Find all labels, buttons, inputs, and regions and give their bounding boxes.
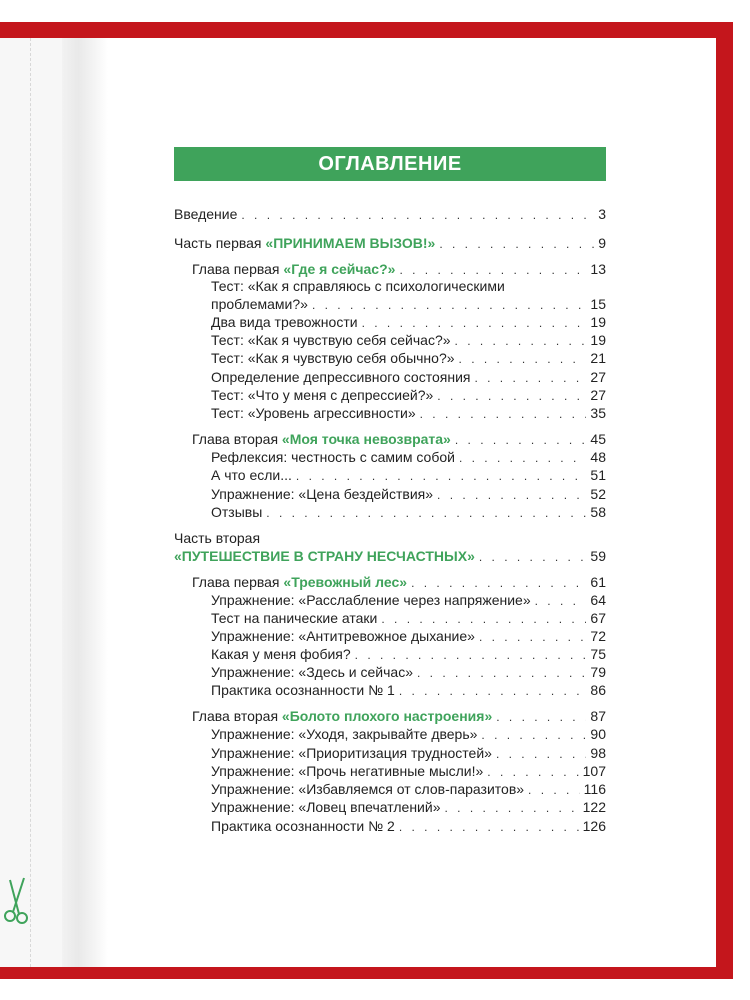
toc-entry[interactable] (211, 313, 606, 331)
chapter-prefix: Глава первая (192, 574, 280, 590)
toc-page-number: 79 (590, 664, 606, 680)
toc-entry[interactable] (211, 744, 606, 762)
chapter-prefix: Глава вторая (192, 431, 279, 447)
toc-entry[interactable] (211, 681, 606, 699)
dot-leader (455, 431, 587, 449)
toc-entry-part1-chapter-1[interactable] (192, 260, 606, 278)
toc-page-number: 13 (590, 261, 606, 277)
toc-entry-title: проблемами?» (211, 296, 308, 312)
toc-entry-title: Упражнение: «Антитревожное дыхание» (211, 628, 475, 644)
dot-leader (420, 405, 587, 423)
toc-entry-title: Тест: «Что у меня с депрессией?» (211, 387, 434, 403)
toc-entry-title: Рефлексия: честность с самим собой (211, 449, 455, 465)
dot-leader (411, 574, 586, 592)
toc-page-number: 75 (590, 646, 606, 662)
dot-leader (296, 467, 587, 485)
dot-leader (444, 799, 578, 817)
toc-entry[interactable] (211, 762, 606, 780)
toc-entry-title: Отзывы (211, 504, 263, 520)
toc-entry-title: Упражнение: «Приоритизация трудностей» (211, 745, 492, 761)
toc-page-number: 107 (582, 763, 606, 779)
toc-entry-title: Практика осознанности № 2 (211, 818, 395, 834)
toc-page-number: 90 (590, 726, 606, 742)
toc-entry-title: Упражнение: «Здесь и сейчас» (211, 664, 413, 680)
toc-page-number: 72 (590, 628, 606, 644)
dot-leader (381, 610, 586, 628)
toc-entry-part2-chapter-1[interactable] (192, 573, 606, 591)
toc-page-number: 45 (590, 431, 606, 447)
toc-page-number: 116 (583, 781, 606, 797)
toc-entry-part-1[interactable] (174, 234, 606, 252)
dot-leader (417, 664, 586, 682)
toc-page-number: 3 (598, 206, 606, 222)
dot-leader (266, 504, 586, 522)
dot-leader (459, 449, 586, 467)
dot-leader (479, 628, 586, 646)
toc-entry[interactable] (211, 386, 606, 404)
toc-entry[interactable] (211, 295, 606, 313)
toc-entry[interactable] (211, 503, 606, 521)
toc-entry-title: Тест: «Как я чувствую себя обычно?» (211, 350, 455, 366)
dot-leader (535, 592, 587, 610)
part-title: «ПУТЕШЕСТВИЕ В СТРАНУ НЕСЧАСТНЫХ» (174, 548, 475, 564)
dot-leader (355, 646, 587, 664)
dot-leader (362, 314, 587, 332)
dot-leader (496, 708, 586, 726)
toc-page-number: 9 (598, 235, 606, 251)
toc-entry-title: Упражнение: «Цена бездействия» (211, 486, 434, 502)
toc-entry-title: Упражнение: «Избавляемся от слов-паразитов» (211, 781, 525, 797)
dot-leader (496, 745, 586, 763)
chapter-title: «Где я сейчас?» (283, 261, 396, 277)
toc-entry[interactable] (211, 663, 606, 681)
toc-entry[interactable] (211, 725, 606, 743)
toc-page-number: 19 (590, 332, 606, 348)
toc-entry-title: Упражнение: «Уходя, закрывайте дверь» (211, 726, 478, 742)
toc-entry[interactable] (211, 485, 606, 503)
part-prefix: Часть вторая (174, 530, 261, 546)
toc-page-number: 126 (582, 818, 606, 834)
toc-page-number: 19 (590, 314, 606, 330)
toc-entry-title: Тест: «Уровень агрессивности» (211, 405, 416, 421)
toc-page-number: 58 (590, 504, 606, 520)
chapter-title: «Болото плохого настроения» (281, 708, 493, 724)
dot-leader (439, 235, 594, 253)
part-prefix: Часть первая (174, 235, 262, 251)
toc-entry-title: Упражнение: «Ловец впечатлений» (211, 799, 441, 815)
toc-page-number: 27 (590, 387, 606, 403)
toc-entry[interactable] (211, 466, 606, 484)
toc-entry-title: Практика осознанности № 1 (211, 682, 395, 698)
toc-entry[interactable] (211, 780, 606, 798)
toc-page-number: 27 (590, 369, 606, 385)
toc-page-number: 87 (590, 708, 606, 724)
dot-leader (474, 369, 586, 387)
dot-leader (312, 296, 586, 314)
toc-entry-title: Тест: «Как я чувствую себя сейчас?» (211, 332, 451, 348)
toc-page-number: 48 (590, 449, 606, 465)
toc-entry-part1-chapter-2[interactable] (192, 430, 606, 448)
toc-entry[interactable] (211, 609, 606, 627)
dot-leader (437, 387, 586, 405)
toc-entry-title: Два вида тревожности (211, 314, 358, 330)
dot-leader (487, 763, 578, 781)
toc-page-number: 64 (590, 592, 606, 608)
chapter-prefix: Глава вторая (192, 708, 279, 724)
dot-leader (455, 332, 587, 350)
toc-entry[interactable] (211, 368, 606, 386)
dot-leader (399, 818, 579, 836)
toc-page-number: 59 (590, 548, 606, 564)
dot-leader (479, 548, 587, 566)
toc-entry[interactable] (211, 404, 606, 422)
toc-entry-part-2[interactable] (174, 547, 606, 565)
toc-page-number: 67 (590, 610, 606, 626)
toc-entry-title-line1[interactable]: Тест: «Как я справляюсь с психологическими (211, 278, 505, 294)
toc-entry-intro[interactable] (174, 205, 606, 223)
toc-page-number: 61 (590, 574, 606, 590)
toc-page-number: 122 (582, 799, 606, 815)
toc-entry-part2-chapter-2[interactable] (192, 707, 606, 725)
toc-entry-title: Тест на панические атаки (211, 610, 378, 626)
toc-entry[interactable] (211, 591, 606, 609)
toc-entry[interactable] (211, 349, 606, 367)
dot-leader (481, 726, 586, 744)
dot-leader (528, 781, 580, 799)
toc-page-number: 35 (590, 405, 606, 421)
toc-entry-title: Определение депрессивного состояния (211, 369, 471, 385)
toc-page-number: 52 (590, 486, 606, 502)
toc-entry[interactable] (211, 627, 606, 645)
toc-entry[interactable] (211, 798, 606, 816)
toc-entry[interactable] (211, 817, 606, 835)
toc-page-number: 15 (590, 296, 606, 312)
toc-entry[interactable] (211, 331, 606, 349)
toc-page-number: 86 (590, 682, 606, 698)
dot-leader (437, 486, 586, 504)
toc-entry-title: А что если... (211, 467, 292, 483)
part-title: «ПРИНИМАЕМ ВЫЗОВ!» (265, 235, 436, 251)
toc-page-number: 21 (590, 350, 606, 366)
toc-entry-title: Упражнение: «Расслабление через напряжение» (211, 592, 531, 608)
toc-entry-title: Какая у меня фобия? (211, 646, 351, 662)
toc-title: ОГЛАВЛЕНИЕ (318, 152, 462, 175)
dot-leader (399, 682, 587, 700)
toc-page-number: 51 (590, 467, 606, 483)
toc-page-number: 98 (590, 745, 606, 761)
toc-entry[interactable] (211, 448, 606, 466)
toc-entry-title: Упражнение: «Прочь негативные мысли!» (211, 763, 484, 779)
dot-leader (241, 206, 594, 224)
toc-entry-title: Введение (174, 206, 238, 222)
toc-entry[interactable] (211, 645, 606, 663)
chapter-prefix: Глава первая (192, 261, 280, 277)
chapter-title: «Тревожный лес» (283, 574, 408, 590)
dot-leader (459, 350, 587, 368)
chapter-title: «Моя точка невозврата» (281, 431, 451, 447)
